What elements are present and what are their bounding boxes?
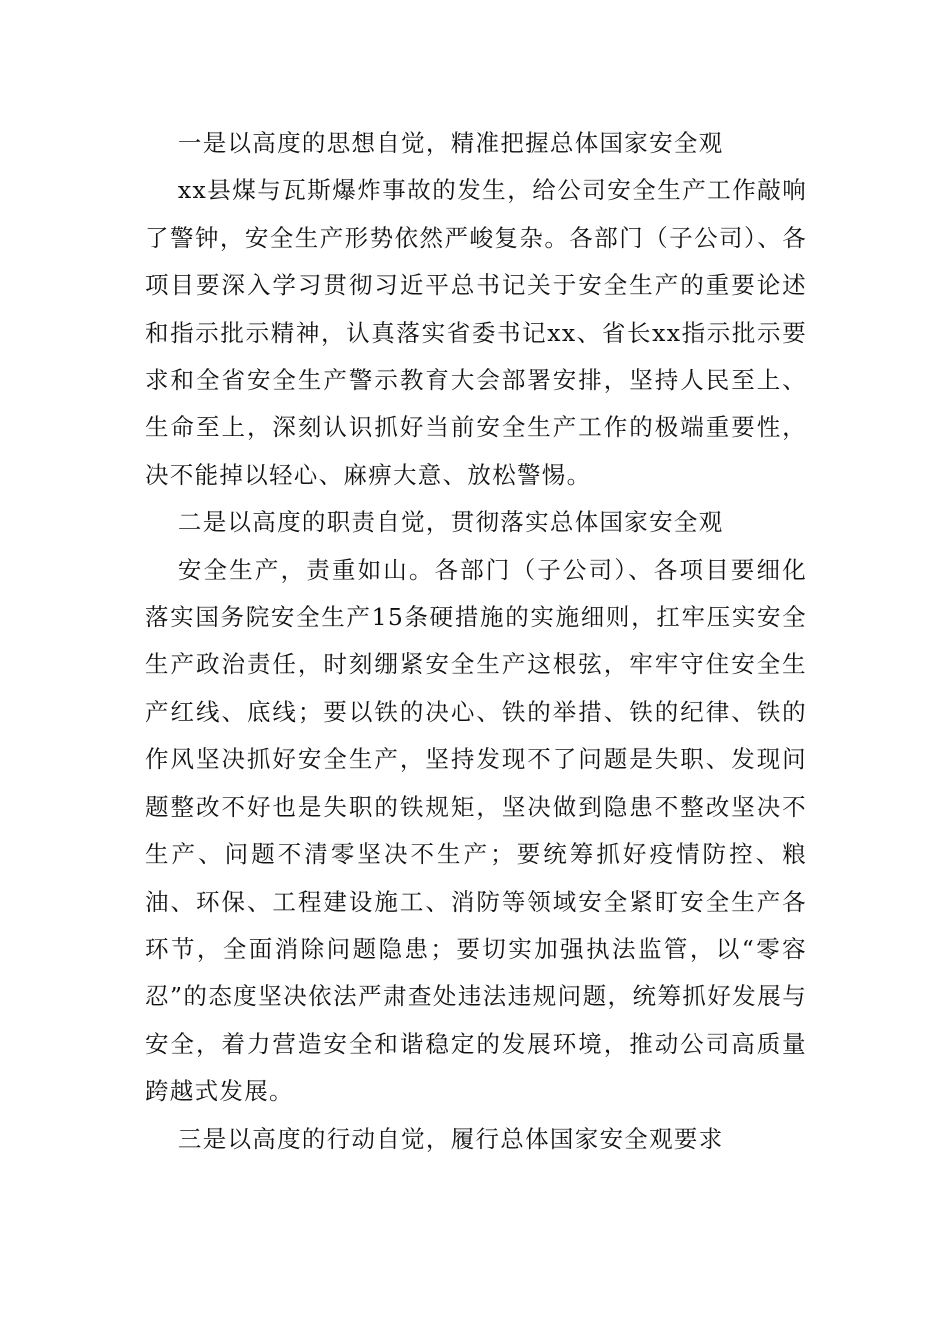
document-body: [145, 120, 807, 1163]
section-heading-2: 二是以高度的职责自觉，贯彻落实总体国家安全观: [177, 508, 724, 537]
body-paragraph-1: xx县煤与瓦斯爆炸事故的发生，给公司安全生产工作敲响了警钟，安全生产形势依然严峻复杂。各部门（子公司）、各项目要深入学习贯彻习近平总书记关于安全生产的重要论述和指示批示精神，认真落实省委书记xx、省长xx指示批示要求和全省安全生产警示教育大会部署安排，坚持人民至上、生命至上，深刻认识抓好当前安全生产工作的极端重要性，决不能掉以轻心、麻痹大意、放松警惕。: [145, 176, 807, 489]
section-heading-3: 三是以高度的行动自觉，履行总体国家安全观要求: [177, 1124, 724, 1153]
body-paragraph-2: 安全生产，责重如山。各部门（子公司）、各项目要细化落实国务院安全生产15条硬措施的实施细则，扛牢压实安全生产政治责任，时刻绷紧安全生产这根弦，牢牢守住安全生产红线、底线；要以铁的决心、铁的举措、铁的纪律、铁的作风坚决抓好安全生产，坚持发现不了问题是失职、发现问题整改不好也是失职的铁规矩，坚决做到隐患不整改坚决不生产、问题不清零坚决不生产；要统筹抓好疫情防控、粮油、环保、工程建设施工、消防等领域安全紧盯安全生产各环节，全面消除问题隐患；要切实加强执法监管，以“零容忍”的态度坚决依法严肃查处违法违规问题，统筹抓好发展与安全，着力营造安全和谐稳定的发展环境，推动公司高质量跨越式发展。: [145, 555, 807, 1106]
section-heading-1: 一是以高度的思想自觉，精准把握总体国家安全观: [177, 129, 724, 157]
